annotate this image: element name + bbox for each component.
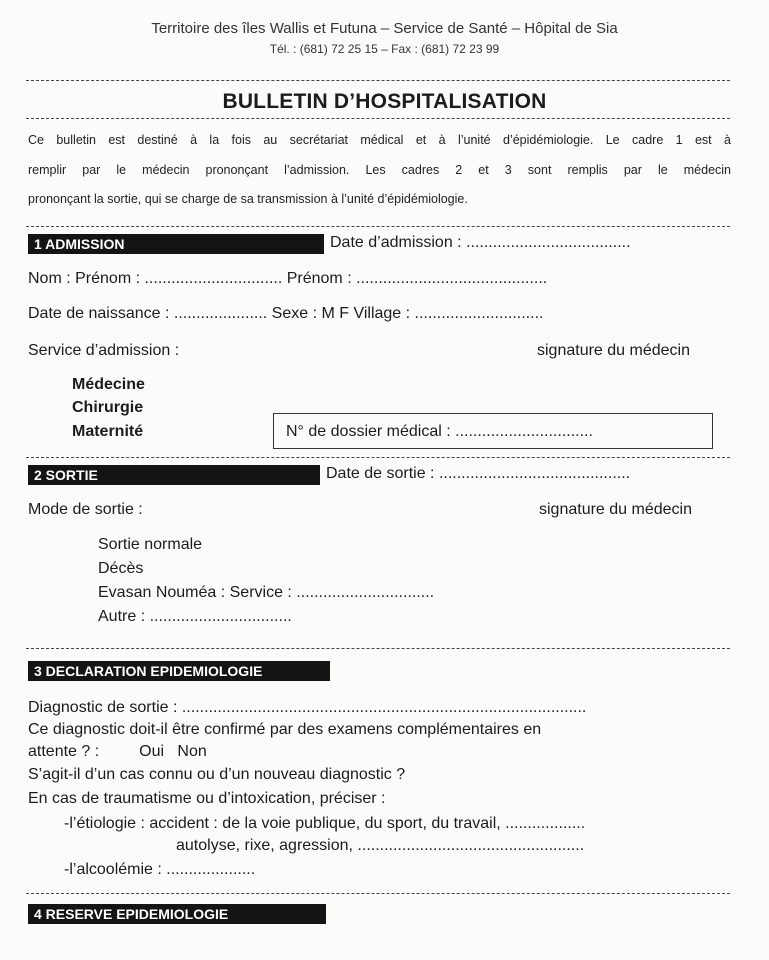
confirmation-question: Ce diagnostic doit-il être confirmé par des examens complémentaires en <box>28 721 542 738</box>
admission-service-label: Service d’admission : <box>28 342 180 359</box>
service-option: Chirurgie <box>72 399 144 416</box>
discharge-option: Sortie normale <box>98 536 203 553</box>
discharge-option: Décès <box>98 560 144 577</box>
alcohol-field: -l’alcoolémie : .................... <box>64 861 256 878</box>
section-4-bar: 4 RESERVE EPIDEMIOLOGIE <box>28 904 326 924</box>
section-3-bar: 3 DECLARATION EPIDEMIOLOGIE <box>28 661 330 681</box>
divider <box>26 648 730 649</box>
file-number-field: N° de dossier médical : ............................... <box>286 423 593 440</box>
intro-line: Ce bulletin est destiné à la fois au secrétariat médical et à l’unité d’épidémiologie. Le cadre 1 est à <box>28 133 731 147</box>
service-option: Médecine <box>72 376 145 393</box>
intro-paragraph <box>28 126 731 215</box>
page-title: BULLETIN D’HOSPITALISATION <box>222 90 547 113</box>
discharge-mode-label: Mode de sortie : <box>28 501 143 518</box>
intro-line: remplir par le médecin prononçant l’admission. Les cadres 2 et 3 sont remplis par le médecin <box>28 162 731 177</box>
file-number-box <box>273 413 713 449</box>
doctor-signature-label: signature du médecin <box>537 342 690 359</box>
doctor-signature-label: signature du médecin <box>539 501 692 518</box>
header-line-1: Territoire des îles Wallis et Futuna – Service de Santé – Hôpital de Sia <box>151 20 618 37</box>
etiology-field: -l’étiologie : accident : de la voie publique, du sport, du travail, .................. <box>64 815 586 832</box>
discharge-option: Evasan Nouméa : Service : ............................... <box>98 584 435 601</box>
trauma-instruction: En cas de traumatisme ou d’intoxication, préciser : <box>28 790 386 807</box>
case-question: S’agit-il d’un cas connu ou d’un nouveau diagnostic ? <box>28 766 406 783</box>
admission-date-field: Date d’admission : ..................................... <box>330 234 631 251</box>
divider <box>26 118 730 119</box>
confirmation-answer: attente ? : Oui Non <box>28 743 207 760</box>
divider <box>26 80 730 81</box>
divider <box>26 893 730 894</box>
section-1-bar: 1 ADMISSION <box>28 234 324 254</box>
etiology-field-cont: autolyse, rixe, agression, ................................................... <box>176 837 585 854</box>
section-2-bar: 2 SORTIE <box>28 465 320 485</box>
name-field: Nom : Prénom : ............................... Prénom : ........................................... <box>28 270 548 287</box>
diagnosis-field: Diagnostic de sortie : ........................................................................................... <box>28 699 587 716</box>
discharge-option: Autre : ................................ <box>98 608 292 625</box>
birth-sex-village-field: Date de naissance : ..................... Sexe : M F Village : ............................. <box>28 305 544 322</box>
divider <box>26 226 730 227</box>
divider <box>26 457 730 458</box>
discharge-date-field: Date de sortie : ........................................... <box>326 465 631 482</box>
header-line-2: Tél. : (681) 72 25 15 – Fax : (681) 72 23 99 <box>269 42 500 56</box>
intro-line: prononçant la sortie, qui se charge de sa transmission à l’unité d’épidémiologie. <box>28 192 468 206</box>
service-option: Maternité <box>72 423 144 440</box>
